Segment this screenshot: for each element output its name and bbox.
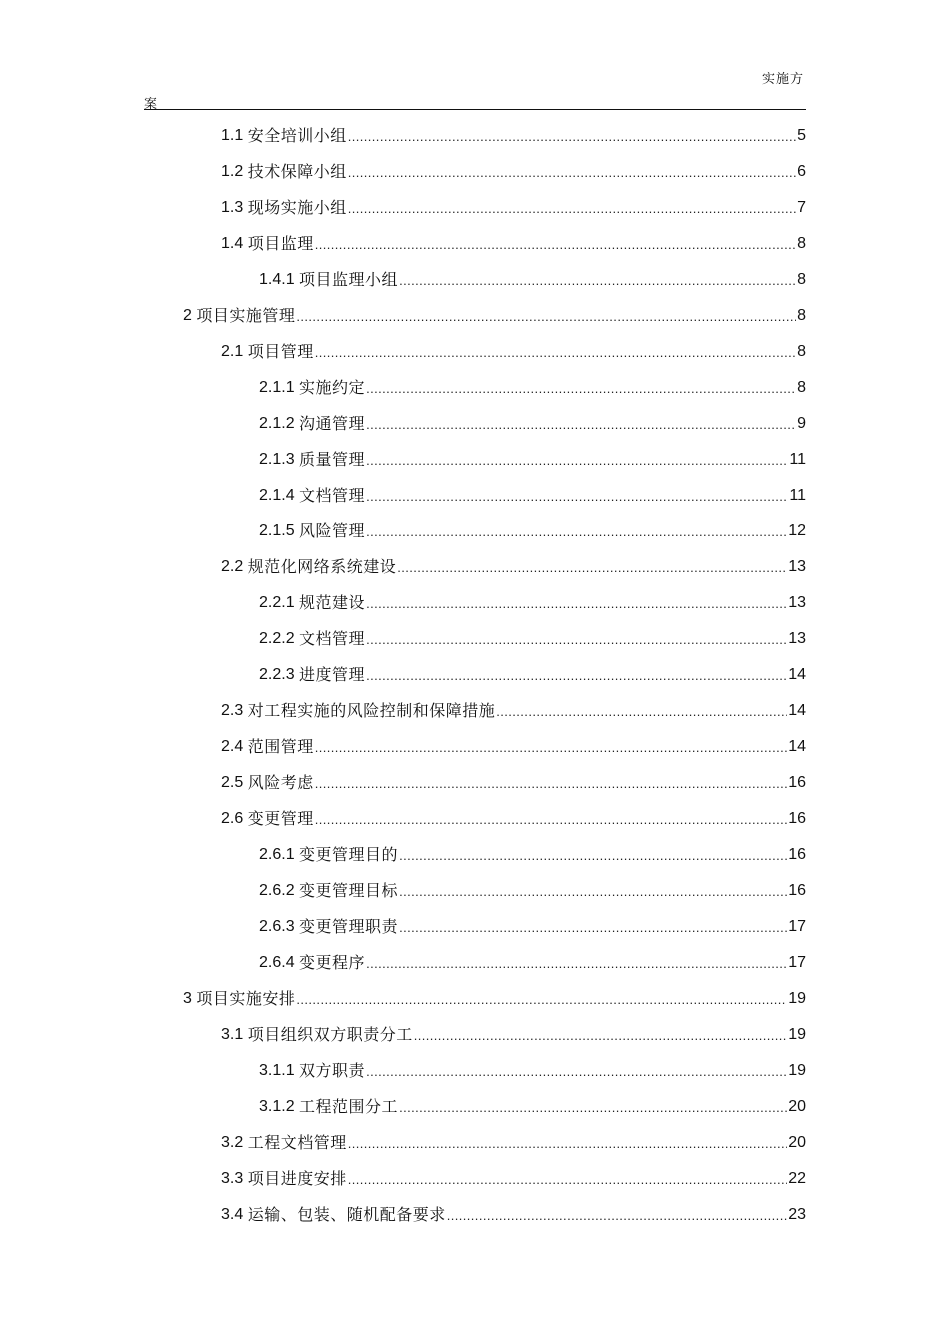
toc-dot-leader <box>366 371 796 407</box>
toc-entry-page-number: 16 <box>788 881 806 899</box>
toc-entry[interactable] <box>221 1197 806 1233</box>
toc-entry-number: 2.1.5 <box>259 522 295 540</box>
toc-entry-page-number: 14 <box>788 702 806 720</box>
toc-entry-title: 现场实施小组 <box>247 197 347 217</box>
toc-entry-page-number: 7 <box>797 198 806 216</box>
toc-entry-title: 运输、包装、随机配备要求 <box>247 1204 446 1224</box>
toc-entry-title: 双方职责 <box>299 1060 366 1080</box>
toc-entry[interactable] <box>221 765 806 801</box>
toc-entry[interactable] <box>259 873 806 909</box>
toc-dot-leader <box>414 1018 787 1054</box>
toc-dot-leader <box>366 586 787 622</box>
toc-entry-page-number: 13 <box>788 630 806 648</box>
toc-entry-page-number: 8 <box>797 378 806 396</box>
toc-entry[interactable] <box>221 549 806 585</box>
header-left-text: 案 <box>144 97 158 112</box>
toc-entry-page-number: 8 <box>797 270 806 288</box>
toc-dot-leader <box>315 227 796 263</box>
toc-dot-leader <box>296 299 796 335</box>
toc-entry-number: 3.4 <box>221 1205 244 1223</box>
toc-entry-title: 项目监理 <box>247 233 314 253</box>
toc-dot-leader <box>399 910 787 946</box>
toc-entry[interactable] <box>221 693 806 729</box>
toc-entry-page-number: 20 <box>788 1097 806 1115</box>
toc-entry-title: 变更管理职责 <box>299 916 399 936</box>
toc-entry-title: 技术保障小组 <box>247 161 347 181</box>
toc-entry-number: 2.6.2 <box>259 881 295 899</box>
toc-entry-number: 2.6.3 <box>259 917 295 935</box>
toc-entry-number: 3.2 <box>221 1133 244 1151</box>
toc-dot-leader <box>348 155 796 191</box>
toc-entry-title: 安全培训小组 <box>247 126 347 145</box>
toc-entry-page-number: 14 <box>788 666 806 684</box>
toc-dot-leader <box>399 874 787 910</box>
toc-entry-page-number: 19 <box>788 989 806 1007</box>
toc-entry-number: 2.6.1 <box>259 846 295 863</box>
toc-dot-leader <box>366 1054 787 1090</box>
toc-entry-title: 范围管理 <box>247 737 314 757</box>
toc-entry-number: 2.2.2 <box>259 630 295 648</box>
toc-entry[interactable] <box>259 406 806 442</box>
toc-entry[interactable] <box>259 513 806 549</box>
toc-entry-page-number: 13 <box>788 558 806 576</box>
toc-entry-number: 2.5 <box>221 774 244 792</box>
toc-entry-title: 项目管理 <box>247 341 314 361</box>
toc-entry-title: 风险管理 <box>299 521 366 541</box>
toc-dot-leader <box>366 946 787 982</box>
toc-entry-title: 变更管理目的 <box>299 845 399 864</box>
toc-entry[interactable] <box>259 657 806 693</box>
toc-entry-title: 实施约定 <box>299 377 366 397</box>
toc-dot-leader <box>348 119 796 155</box>
toc-entry-page-number: 9 <box>797 414 806 432</box>
toc-entry-page-number: 11 <box>789 450 806 468</box>
toc-entry[interactable] <box>259 837 806 873</box>
toc-entry-page-number: 11 <box>789 486 806 504</box>
toc-entry[interactable] <box>221 1161 806 1197</box>
toc-entry-number: 2.2.1 <box>259 594 295 612</box>
toc-dot-leader <box>348 191 796 227</box>
toc-entry-title: 进度管理 <box>299 665 366 685</box>
toc-entry-number: 3.1.2 <box>259 1097 295 1115</box>
toc-entry-number: 2.2 <box>221 558 244 576</box>
toc-dot-leader <box>397 550 787 586</box>
toc-entry-number: 1.4.1 <box>259 270 295 288</box>
toc-entry-page-number: 23 <box>788 1205 806 1223</box>
toc-dot-leader <box>447 1198 787 1234</box>
toc-entry-page-number: 20 <box>788 1133 806 1151</box>
toc-entry[interactable] <box>221 1017 806 1053</box>
toc-dot-leader <box>315 335 796 371</box>
toc-dot-leader <box>348 1162 787 1198</box>
toc-entry-page-number: 14 <box>788 738 806 756</box>
toc-entry-title: 质量管理 <box>299 449 366 469</box>
toc-entry[interactable] <box>183 981 806 1017</box>
toc-dot-leader <box>399 838 787 874</box>
toc-dot-leader <box>366 479 788 515</box>
toc-entry-number: 2.1.2 <box>259 414 295 432</box>
toc-entry[interactable] <box>259 1089 806 1125</box>
toc-entry-page-number: 6 <box>797 162 806 180</box>
toc-entry[interactable] <box>221 801 806 837</box>
toc-entry[interactable] <box>221 226 806 262</box>
toc-entry-number: 2.4 <box>221 738 244 756</box>
toc-entry-number: 1.4 <box>221 234 244 252</box>
toc-entry-title: 文档管理 <box>299 629 366 649</box>
toc-entry[interactable] <box>259 370 806 406</box>
toc-entry[interactable] <box>221 729 806 765</box>
toc-dot-leader <box>315 802 787 838</box>
toc-entry[interactable] <box>259 621 806 657</box>
toc-entry-title: 项目实施管理 <box>196 305 296 325</box>
toc-entry-number: 3.1.1 <box>259 1061 295 1079</box>
toc-entry-page-number: 16 <box>788 846 806 863</box>
toc-entry-title: 工程文档管理 <box>247 1132 347 1152</box>
toc-entry-number: 2.1.1 <box>259 378 295 396</box>
toc-entry-page-number: 8 <box>797 342 806 360</box>
toc-entry[interactable] <box>259 1053 806 1089</box>
toc-entry-page-number: 8 <box>797 306 806 324</box>
toc-entry-title: 变更程序 <box>299 952 366 972</box>
toc-entry-number: 3.3 <box>221 1169 244 1187</box>
toc-entry[interactable] <box>221 334 806 370</box>
toc-entry-number: 3.1 <box>221 1025 244 1043</box>
toc-entry-title: 风险考虑 <box>247 773 314 793</box>
toc-dot-leader <box>366 514 787 550</box>
toc-entry-title: 项目监理小组 <box>299 269 399 289</box>
toc-entry[interactable] <box>221 1125 806 1161</box>
toc-entry[interactable] <box>183 298 806 334</box>
toc-entry[interactable] <box>221 190 806 226</box>
toc-entry-number: 2.6.4 <box>259 953 295 971</box>
toc-entry[interactable] <box>259 442 806 478</box>
toc-dot-leader <box>366 407 796 443</box>
toc-entry-page-number: 17 <box>788 917 806 935</box>
toc-entry-page-number: 12 <box>788 522 806 540</box>
toc-dot-leader <box>366 622 787 658</box>
toc-entry-number: 1.3 <box>221 198 244 216</box>
toc-entry-number: 2.2.3 <box>259 666 295 684</box>
toc-entry-page-number: 19 <box>788 1061 806 1079</box>
toc-dot-leader <box>315 730 787 766</box>
toc-dot-leader <box>496 694 787 730</box>
toc-entry[interactable] <box>259 262 806 298</box>
header-right-text: 实施方 <box>761 72 804 87</box>
toc-entry-title: 对工程实施的风险控制和保障措施 <box>247 701 496 721</box>
toc-dot-leader <box>296 982 787 1018</box>
toc-entry[interactable] <box>259 945 806 981</box>
toc-entry[interactable] <box>259 585 806 621</box>
toc-entry-page-number: 5 <box>797 127 806 144</box>
toc-entry-title: 项目进度安排 <box>247 1168 347 1188</box>
toc-entry-title: 文档管理 <box>299 485 366 505</box>
toc-entry-page-number: 19 <box>788 1025 806 1043</box>
toc-entry[interactable] <box>221 154 806 190</box>
toc-entry-title: 项目实施安排 <box>196 988 296 1008</box>
toc-entry-page-number: 16 <box>788 810 806 828</box>
toc-entry-title: 项目组织双方职责分工 <box>247 1024 413 1044</box>
toc-entry-number: 2.3 <box>221 702 244 720</box>
toc-entry-title: 沟通管理 <box>299 413 366 433</box>
toc-entry-page-number: 13 <box>788 594 806 612</box>
toc-entry-page-number: 16 <box>788 774 806 792</box>
toc-dot-leader <box>366 658 787 694</box>
toc-entry-number: 2.6 <box>221 810 244 828</box>
toc-entry-number: 2.1.3 <box>259 450 295 468</box>
toc-entry[interactable] <box>259 478 806 514</box>
toc-entry-title: 变更管理目标 <box>299 880 399 900</box>
toc-entry[interactable] <box>221 118 806 154</box>
toc-entry-number: 2 <box>183 306 192 324</box>
header-rule <box>144 109 806 110</box>
toc-dot-leader <box>366 443 788 479</box>
toc-dot-leader <box>399 1090 787 1126</box>
toc-dot-leader <box>315 766 787 802</box>
toc-entry-title: 规范化网络系统建设 <box>247 557 397 577</box>
toc-entry-title: 工程范围分工 <box>299 1096 399 1116</box>
toc-entry-title: 规范建设 <box>299 593 366 613</box>
toc-entry-number: 2.1 <box>221 342 244 360</box>
toc-entry[interactable] <box>259 909 806 945</box>
toc-entry-title: 变更管理 <box>247 809 314 829</box>
toc-entry-page-number: 22 <box>788 1169 806 1187</box>
toc-dot-leader <box>399 263 796 299</box>
toc-entry-number: 2.1.4 <box>259 486 295 504</box>
toc-entry-number: 3 <box>183 989 192 1007</box>
toc-entry-page-number: 8 <box>797 234 806 252</box>
toc-entry-number: 1.1 <box>221 127 244 144</box>
toc-entry-number: 1.2 <box>221 162 244 180</box>
toc-dot-leader <box>348 1126 787 1162</box>
toc-entry-page-number: 17 <box>788 953 806 971</box>
